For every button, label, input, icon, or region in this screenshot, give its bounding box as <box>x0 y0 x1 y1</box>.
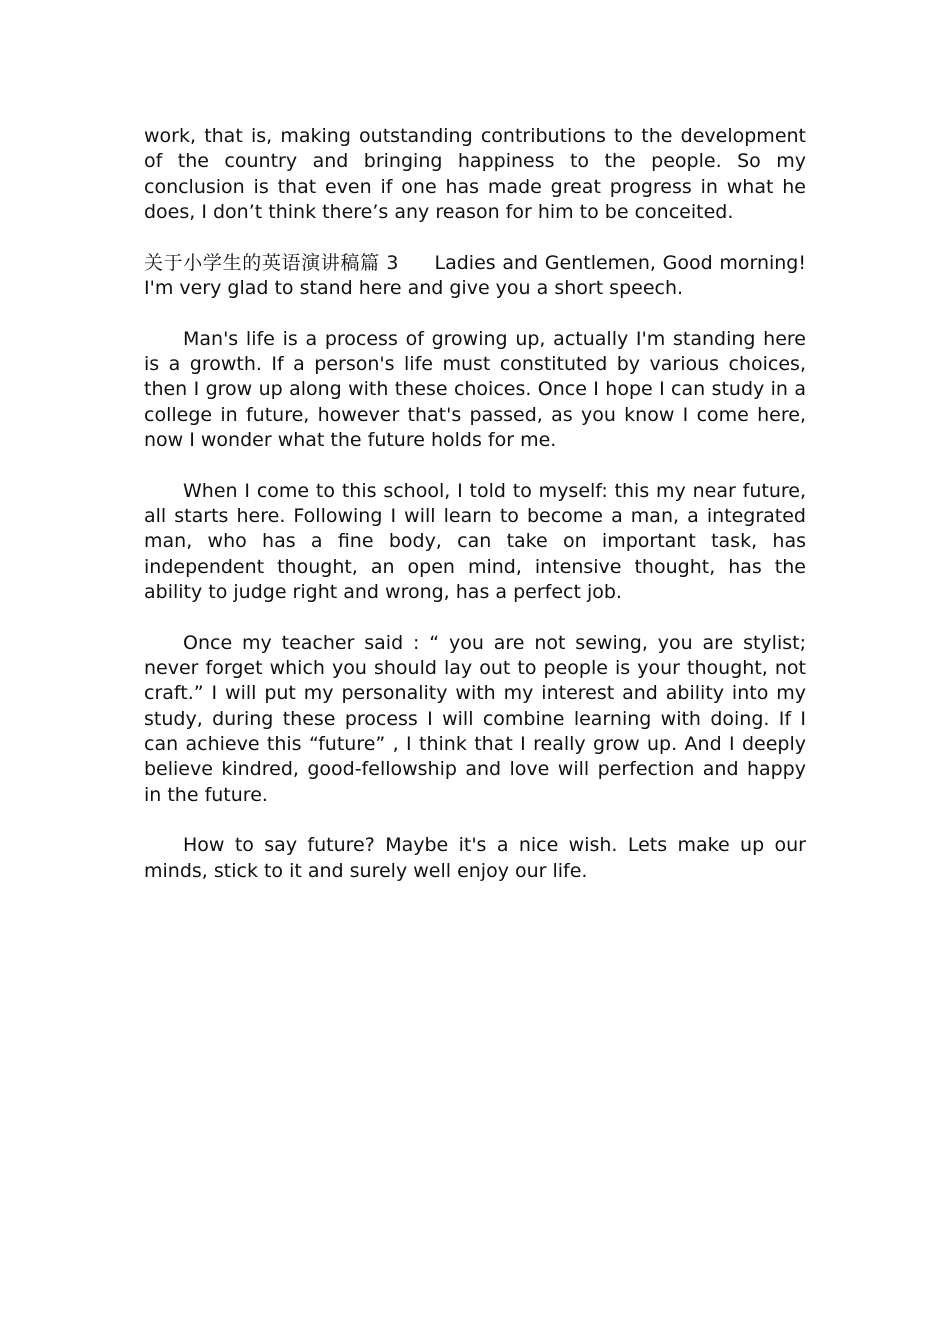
paragraph-speech-intro <box>144 251 806 302</box>
document-body <box>144 124 806 909</box>
section-heading: 关于小学生的英语演讲稿篇 3 <box>144 251 399 274</box>
paragraph-growth: Man's life is a process of growing up, actually I'm standing here is a growth. If a person's life must constituted by various choices, then I grow up along with these choices. Once I hope I can study in a college in future, however that's passed, as you know I come here, now I wonder what the future holds for me. <box>144 327 806 451</box>
paragraph-conclusion: How to say future? Maybe it's a nice wish. Lets make up our minds, stick to it and surely well enjoy our life. <box>144 834 806 882</box>
paragraph-school: When I come to this school, I told to myself: this my near future, all starts here. Following I will learn to become a man, a integrated man, who has a fine body, can take on important task, has independent thought, an open mind, intensive thought, has the ability to judge right and wrong, has a perfect job. <box>144 479 806 603</box>
paragraph-teacher-quote: Once my teacher said : “ you are not sewing, you are stylist; never forget which you should lay out to people is your thought, not craft.” I will put my personality with my interest and ability into my study, during these process I will combine learning with doing. If I can achieve this “future” , I think that I really grow up. And I deeply believe kindred, good-fellowship and love will perfection and happy in the future. <box>144 631 806 806</box>
paragraph-continuation: work, that is, making outstanding contributions to the development of the country and bringing happiness to the people. So my conclusion is that even if one has made great progress in what he does, I don’t think there’s any reason for him to be conceited. <box>144 125 806 223</box>
paragraph-speech-intro-text: Ladies and Gentlemen, Good morning! I'm very glad to stand here and give you a short speech. <box>144 251 806 299</box>
